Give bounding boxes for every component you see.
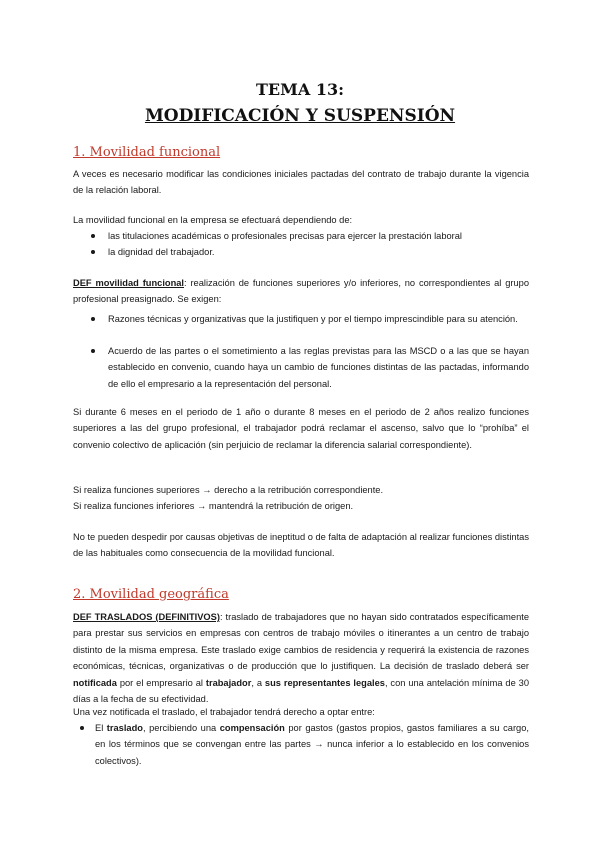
option-text: por gastos (gastos propios, gastos familiares a su cargo, en los términos que se convengan entre las partes → nunca inferior a lo establecido en los convenios colectivos). — [95, 723, 529, 766]
def-text: , con una antelación mínima de 30 días a la fecha de su efectividad. — [73, 677, 530, 705]
bullet-icon — [80, 726, 84, 730]
option-text: El — [95, 723, 107, 733]
def-label: DEF movilidad funcional — [73, 278, 185, 288]
paragraph-superior: Si realiza funciones superiores → derecho a la retribución correspondiente. — [73, 485, 384, 495]
paragraph-months: Si durante 6 meses en el periodo de 1 año o durante 8 meses en el periodo de 2 años realizo funciones superiores a las del grupo profesional, el trabajador podrá reclamar el ascenso, salvo que lo “prohíba” el convenio colectivo de aplicación (sin perjuicio de reclamar la diferencia salarial correspondiente). — [73, 407, 529, 450]
list-item — [95, 720, 529, 769]
emphasis: compensación — [219, 723, 285, 733]
document-subtitle: MODIFICACIÓN Y SUSPENSIÓN — [144, 106, 456, 126]
paragraph-intro: A veces es necesario modificar las condiciones iniciales pactadas del contrato de trabajo durante la vigencia de la relación laboral. — [73, 169, 529, 196]
emphasis: traslado — [106, 723, 143, 733]
list-item: Acuerdo de las partes o el sometimiento a las reglas previstas para las MSCD o a las que se hayan establecido en convenio, cuando haya un cambio de funciones distintas de las pactadas, informando de ello el empresario a la representación del personal. — [108, 346, 529, 389]
bullet-icon — [91, 349, 95, 353]
list-item: la dignidad del trabajador. — [108, 247, 215, 257]
bullet-icon — [91, 250, 95, 254]
paragraph-def-movilidad — [73, 275, 529, 308]
def-text: : traslado de trabajadores que no hayan sido contratados específicamente para prestar sus servicios en empresas con centros de trabajo móviles o itinerantes a un centro de trabajo distinto de la misma empresa. Este traslado exige cambios de residencia y requerirá la existencia de razones económicas, técnicas, organizativas o de producción que lo justifiquen. La decisión de traslado deberá ser — [73, 612, 529, 672]
paragraph-lead: La movilidad funcional en la empresa se efectuará dependiendo de: — [73, 215, 353, 225]
paragraph-inferior: Si realiza funciones inferiores → mantendrá la retribución de origen. — [73, 501, 354, 511]
def-text: por el empresario al — [116, 677, 206, 688]
emphasis: sus representantes legales — [264, 677, 385, 688]
document-title: TEMA 13: — [256, 80, 344, 99]
list-item: las titulaciones académicas o profesionales precisas para ejercer la prestación laboral — [108, 231, 462, 241]
option-text: , percibiendo una — [142, 723, 220, 733]
def-text: : realización de funciones superiores y/o inferiores, no correspondientes al grupo profesional preasignado. Se exigen: — [73, 278, 529, 305]
def-text: , a — [251, 677, 265, 688]
bullet-icon — [91, 317, 95, 321]
emphasis: trabajador — [205, 677, 252, 688]
paragraph-after-notice: Una vez notificada el traslado, el trabajador tendrá derecho a optar entre: — [73, 707, 375, 717]
section-heading-movilidad-funcional: 1. Movilidad funcional — [73, 145, 221, 160]
emphasis: notificada — [73, 677, 117, 688]
def-label: DEF TRASLADOS (DEFINITIVOS) — [73, 612, 220, 622]
list-item: Razones técnicas y organizativas que la justifiquen y por el tiempo imprescindible para su atención. — [108, 314, 518, 324]
section-heading-movilidad-geografica: 2. Movilidad geográfica — [73, 587, 229, 602]
bullet-icon — [91, 234, 95, 238]
paragraph-dismissal: No te pueden despedir por causas objetivas de ineptitud o de falta de adaptación al realizar funciones distintas de las habituales como consecuencia de la movilidad funcional. — [73, 532, 529, 559]
paragraph-def-traslados — [73, 609, 529, 707]
